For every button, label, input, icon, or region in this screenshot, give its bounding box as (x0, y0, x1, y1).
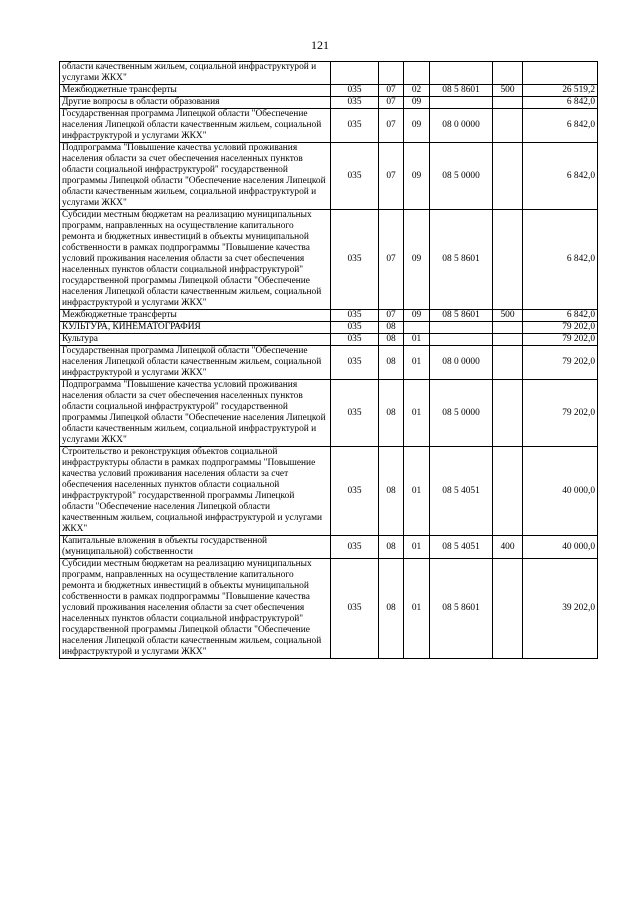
table-row (60, 143, 598, 210)
row-section-code (379, 62, 404, 85)
row-ministry-code: 035 (331, 85, 379, 97)
row-sum (523, 62, 598, 85)
table-row (60, 346, 598, 380)
row-subsection-code: 09 (404, 143, 430, 210)
row-subsection-code: 02 (404, 85, 430, 97)
table-row (60, 380, 598, 447)
row-ministry-code: 035 (331, 322, 379, 334)
row-target-article: 08 5 0000 (430, 380, 493, 447)
row-section-code: 07 (379, 85, 404, 97)
row-ministry-code: 035 (331, 310, 379, 322)
budget-table (59, 61, 598, 659)
row-expense-type (493, 380, 523, 447)
row-target-article: 08 0 0000 (430, 346, 493, 380)
row-name: Субсидии местным бюджетам на реализацию муниципальных программ, направленных на осуществление капитального ремонта и бюджетных инвестиций в объекты муниципальной собственности в рамках подпрограммы "Повышение качества условий проживания населения области за счет обеспечения населенных пунктов области социальной инфраструктурой" государственной программы Липецкой области "Обеспечение населения Липецкой области качественным жильем, социальной инфраструктурой и услугами ЖКХ" (60, 559, 331, 659)
row-sum: 79 202,0 (523, 346, 598, 380)
row-ministry-code: 035 (331, 97, 379, 109)
row-ministry-code: 035 (331, 559, 379, 659)
row-sum: 6 842,0 (523, 109, 598, 143)
row-expense-type (493, 62, 523, 85)
row-ministry-code: 035 (331, 380, 379, 447)
row-target-article (430, 62, 493, 85)
row-target-article: 08 5 4051 (430, 536, 493, 559)
row-expense-type: 500 (493, 85, 523, 97)
table-row (60, 62, 598, 85)
row-subsection-code: 01 (404, 346, 430, 380)
row-sum: 79 202,0 (523, 322, 598, 334)
row-subsection-code (404, 62, 430, 85)
row-section-code: 07 (379, 210, 404, 310)
table-row (60, 310, 598, 322)
row-expense-type (493, 97, 523, 109)
row-subsection-code: 09 (404, 210, 430, 310)
table-row (60, 536, 598, 559)
row-ministry-code: 035 (331, 334, 379, 346)
row-target-article: 08 5 4051 (430, 447, 493, 536)
row-sum: 40 000,0 (523, 536, 598, 559)
table-row (60, 85, 598, 97)
row-target-article (430, 97, 493, 109)
row-section-code: 08 (379, 559, 404, 659)
row-expense-type: 400 (493, 536, 523, 559)
row-section-code: 08 (379, 536, 404, 559)
row-expense-type (493, 346, 523, 380)
row-sum: 40 000,0 (523, 447, 598, 536)
row-ministry-code: 035 (331, 109, 379, 143)
row-section-code: 07 (379, 310, 404, 322)
row-section-code: 08 (379, 447, 404, 536)
row-name: Межбюджетные трансферты (60, 310, 331, 322)
page-number: 121 (311, 38, 329, 52)
row-name: Строительство и реконструкция объектов социальной инфраструктуры области в рамках подпрограммы "Повышение качества условий проживания населения области за счет обеспечения населенных пунктов области социальной инфраструктурой" государственной программы Липецкой области "Обеспечение населения Липецкой области качественным жильем, социальной инфраструктурой и услугами ЖКХ" (60, 447, 331, 536)
row-section-code: 07 (379, 143, 404, 210)
row-target-article: 08 5 0000 (430, 143, 493, 210)
row-expense-type (493, 143, 523, 210)
row-ministry-code: 035 (331, 210, 379, 310)
row-target-article (430, 322, 493, 334)
row-expense-type (493, 109, 523, 143)
row-section-code: 07 (379, 109, 404, 143)
row-target-article: 08 5 8601 (430, 85, 493, 97)
row-sum: 26 519,2 (523, 85, 598, 97)
row-sum: 6 842,0 (523, 210, 598, 310)
row-name: Субсидии местным бюджетам на реализацию муниципальных программ, направленных на осуществление капитального ремонта и бюджетных инвестиций в объекты муниципальной собственности в рамках подпрограммы "Повышение качества условий проживания населения области за счет обеспечения населенных пунктов области социальной инфраструктурой" государственной программы Липецкой области "Обеспечение населения Липецкой области качественным жильем, социальной инфраструктурой и услугами ЖКХ" (60, 210, 331, 310)
row-subsection-code: 01 (404, 447, 430, 536)
row-target-article (430, 334, 493, 346)
row-subsection-code: 09 (404, 97, 430, 109)
table-row (60, 322, 598, 334)
row-subsection-code: 01 (404, 380, 430, 447)
row-subsection-code: 01 (404, 536, 430, 559)
table-row (60, 334, 598, 346)
row-ministry-code: 035 (331, 536, 379, 559)
row-name: Государственная программа Липецкой области "Обеспечение населения Липецкой области качественным жильем, социальной инфраструктурой и услугами ЖКХ" (60, 346, 331, 380)
table-row (60, 559, 598, 659)
row-subsection-code: 01 (404, 559, 430, 659)
row-expense-type (493, 447, 523, 536)
row-expense-type (493, 322, 523, 334)
row-name: Капитальные вложения в объекты государственной (муниципальной) собственности (60, 536, 331, 559)
row-sum: 39 202,0 (523, 559, 598, 659)
row-name: Другие вопросы в области образования (60, 97, 331, 109)
row-subsection-code (404, 322, 430, 334)
row-sum: 6 842,0 (523, 97, 598, 109)
row-name: Межбюджетные трансферты (60, 85, 331, 97)
row-subsection-code: 09 (404, 109, 430, 143)
row-expense-type (493, 210, 523, 310)
row-sum: 79 202,0 (523, 380, 598, 447)
row-expense-type (493, 334, 523, 346)
row-ministry-code: 035 (331, 346, 379, 380)
row-section-code: 08 (379, 322, 404, 334)
table-row (60, 109, 598, 143)
row-subsection-code: 09 (404, 310, 430, 322)
row-expense-type: 500 (493, 310, 523, 322)
row-name: Культура (60, 334, 331, 346)
row-target-article: 08 5 8601 (430, 310, 493, 322)
row-target-article: 08 5 8601 (430, 210, 493, 310)
table-row (60, 447, 598, 536)
row-expense-type (493, 559, 523, 659)
row-section-code: 07 (379, 97, 404, 109)
row-section-code: 08 (379, 380, 404, 447)
row-target-article: 08 5 8601 (430, 559, 493, 659)
row-ministry-code (331, 62, 379, 85)
row-sum: 79 202,0 (523, 334, 598, 346)
row-target-article: 08 0 0000 (430, 109, 493, 143)
row-section-code: 08 (379, 334, 404, 346)
budget-table-body (60, 62, 598, 659)
row-name: области качественным жильем, социальной инфраструктурой и услугами ЖКХ" (60, 62, 331, 85)
table-row (60, 97, 598, 109)
row-ministry-code: 035 (331, 447, 379, 536)
table-row (60, 210, 598, 310)
row-subsection-code: 01 (404, 334, 430, 346)
row-sum: 6 842,0 (523, 310, 598, 322)
row-section-code: 08 (379, 346, 404, 380)
row-name: Подпрограмма "Повышение качества условий проживания населения области за счет обеспечения населенных пунктов области социальной инфраструктурой" государственной программы Липецкой области "Обеспечение населения Липецкой области качественным жильем, социальной инфраструктурой и услугами ЖКХ" (60, 380, 331, 447)
row-sum: 6 842,0 (523, 143, 598, 210)
row-name: Подпрограмма "Повышение качества условий проживания населения области за счет обеспечения населенных пунктов области социальной инфраструктурой" государственной программы Липецкой области "Обеспечение населения Липецкой области качественным жильем, социальной инфраструктурой и услугами ЖКХ" (60, 143, 331, 210)
row-ministry-code: 035 (331, 143, 379, 210)
row-name: КУЛЬТУРА, КИНЕМАТОГРАФИЯ (60, 322, 331, 334)
row-name: Государственная программа Липецкой области "Обеспечение населения Липецкой области качественным жильем, социальной инфраструктурой и услугами ЖКХ" (60, 109, 331, 143)
